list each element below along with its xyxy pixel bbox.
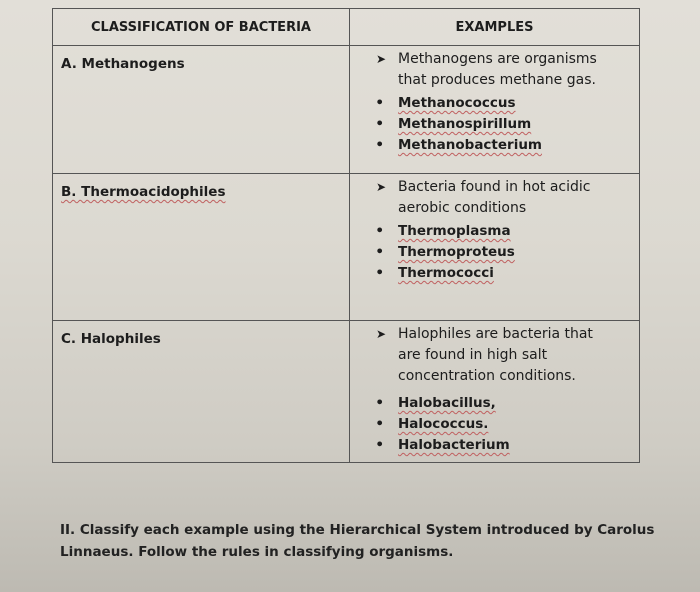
list-item [350, 242, 639, 263]
bullet-icon: • [375, 116, 384, 132]
list-item [350, 114, 639, 135]
example-name: Methanococcus [398, 95, 516, 111]
list-item [350, 93, 639, 114]
arrow-bullet-icon: ➤ [375, 180, 386, 194]
description-line: Halophiles are bacteria that [398, 326, 593, 342]
example-name: Methanobacterium [398, 137, 542, 153]
bullet-icon: • [375, 395, 384, 411]
table-row [53, 174, 640, 321]
table-header-row [53, 9, 640, 46]
examples-list [350, 221, 639, 284]
list-item [350, 435, 639, 456]
example-name: Thermoproteus [398, 244, 515, 260]
bullet-icon: • [375, 223, 384, 239]
row-label: B. Thermoacidophiles [61, 184, 226, 200]
list-item [350, 135, 639, 156]
example-name: Thermoplasma [398, 223, 511, 239]
list-item [350, 263, 639, 284]
example-name: Thermococci [398, 265, 494, 281]
classification-table [52, 8, 640, 463]
header-classification: CLASSIFICATION OF BACTERIA [53, 9, 350, 46]
bullet-icon: • [375, 95, 384, 111]
description-line: that produces methane gas. [398, 72, 596, 88]
header-examples: EXAMPLES [350, 9, 640, 46]
bullet-icon: • [375, 137, 384, 153]
list-item [350, 221, 639, 242]
table-row [53, 321, 640, 463]
example-name: Halobacterium [398, 437, 510, 453]
description-line: Bacteria found in hot acidic [398, 179, 591, 195]
arrow-bullet-icon: ➤ [375, 327, 386, 341]
description-line: aerobic conditions [398, 200, 527, 216]
table-row [53, 46, 640, 174]
row-description [350, 46, 639, 91]
description-line: are found in high salt [398, 347, 548, 363]
list-item [350, 414, 639, 435]
list-item [350, 393, 639, 414]
question-line: II. Classify each example using the Hierarchical System introduced by Carolus [60, 522, 655, 538]
row-label: A. Methanogens [61, 56, 185, 72]
example-name: Halococcus. [398, 416, 489, 432]
arrow-bullet-icon: ➤ [375, 52, 386, 66]
row-description [350, 174, 639, 219]
description-line: concentration conditions. [398, 368, 576, 384]
bullet-icon: • [375, 437, 384, 453]
row-label: C. Halophiles [61, 331, 161, 347]
description-line: Methanogens are organisms [398, 51, 597, 67]
question-line: Linnaeus. Follow the rules in classifying organisms. [60, 544, 454, 560]
question-text [60, 519, 680, 563]
examples-list [350, 393, 639, 456]
bullet-icon: • [375, 265, 384, 281]
bullet-icon: • [375, 244, 384, 260]
bullet-icon: • [375, 416, 384, 432]
example-name: Halobacillus, [398, 395, 496, 411]
examples-list [350, 93, 639, 156]
example-name: Methanospirillum [398, 116, 532, 132]
row-description [350, 321, 639, 387]
